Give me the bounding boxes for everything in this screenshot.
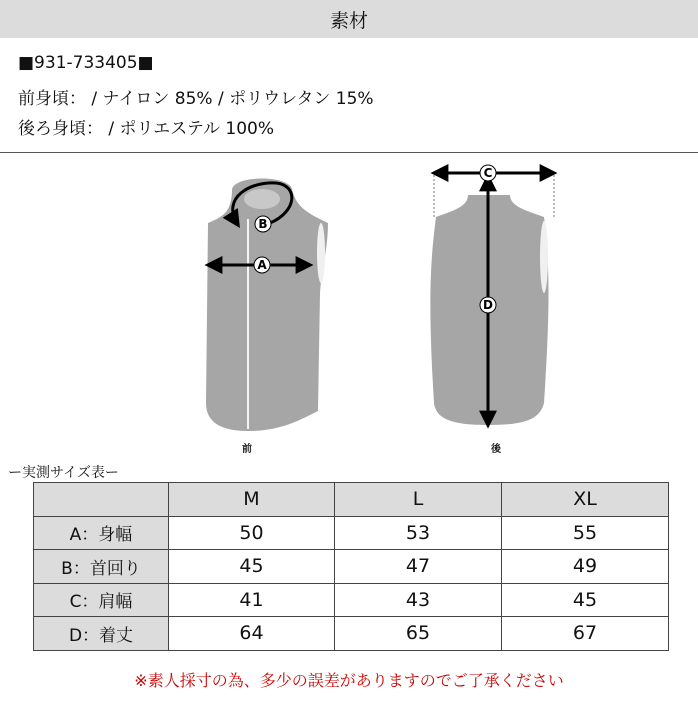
table-cell: 45	[169, 550, 335, 584]
table-row	[34, 550, 669, 584]
table-header-row	[34, 483, 669, 517]
column-header: M	[169, 483, 335, 517]
material-back: 後ろ身頃： / ポリエステル 100%	[18, 119, 275, 139]
label-d: D	[483, 298, 493, 312]
header-corner	[34, 483, 169, 517]
table-cell: 65	[335, 617, 502, 651]
table-cell: 50	[169, 516, 335, 550]
label-c: C	[483, 166, 493, 180]
section-title: 素材	[329, 9, 368, 32]
column-header: L	[335, 483, 502, 517]
label-b: B	[258, 217, 268, 231]
table-row	[34, 617, 669, 651]
row-label: D：着丈	[34, 617, 169, 651]
vest-diagram	[0, 153, 698, 453]
table-cell: 55	[502, 516, 669, 550]
row-label: B：首回り	[34, 550, 169, 584]
row-label: A：身幅	[34, 516, 169, 550]
section-header	[0, 0, 698, 38]
table-row	[34, 516, 669, 550]
back-caption: 後	[491, 444, 501, 455]
front-caption: 前	[242, 444, 252, 455]
table-cell: 41	[169, 583, 335, 617]
table-cell: 49	[502, 550, 669, 584]
table-cell: 43	[335, 583, 502, 617]
row-label: C：肩幅	[34, 583, 169, 617]
label-a: A	[257, 258, 267, 272]
table-cell: 53	[335, 516, 502, 550]
product-code: ■931-733405■	[18, 53, 154, 73]
material-front: 前身頃： / ナイロン 85% / ポリウレタン 15%	[18, 89, 374, 109]
size-table-title: ー実測サイズ表ー	[8, 465, 119, 481]
disclaimer-note: ※素人採寸の為、多少の誤差がありますのでご了承ください	[134, 671, 564, 690]
table-cell: 47	[335, 550, 502, 584]
table-cell: 64	[169, 617, 335, 651]
column-header: XL	[502, 483, 669, 517]
table-cell: 67	[502, 617, 669, 651]
table-cell: 45	[502, 583, 669, 617]
table-row	[34, 583, 669, 617]
size-table	[33, 482, 669, 651]
